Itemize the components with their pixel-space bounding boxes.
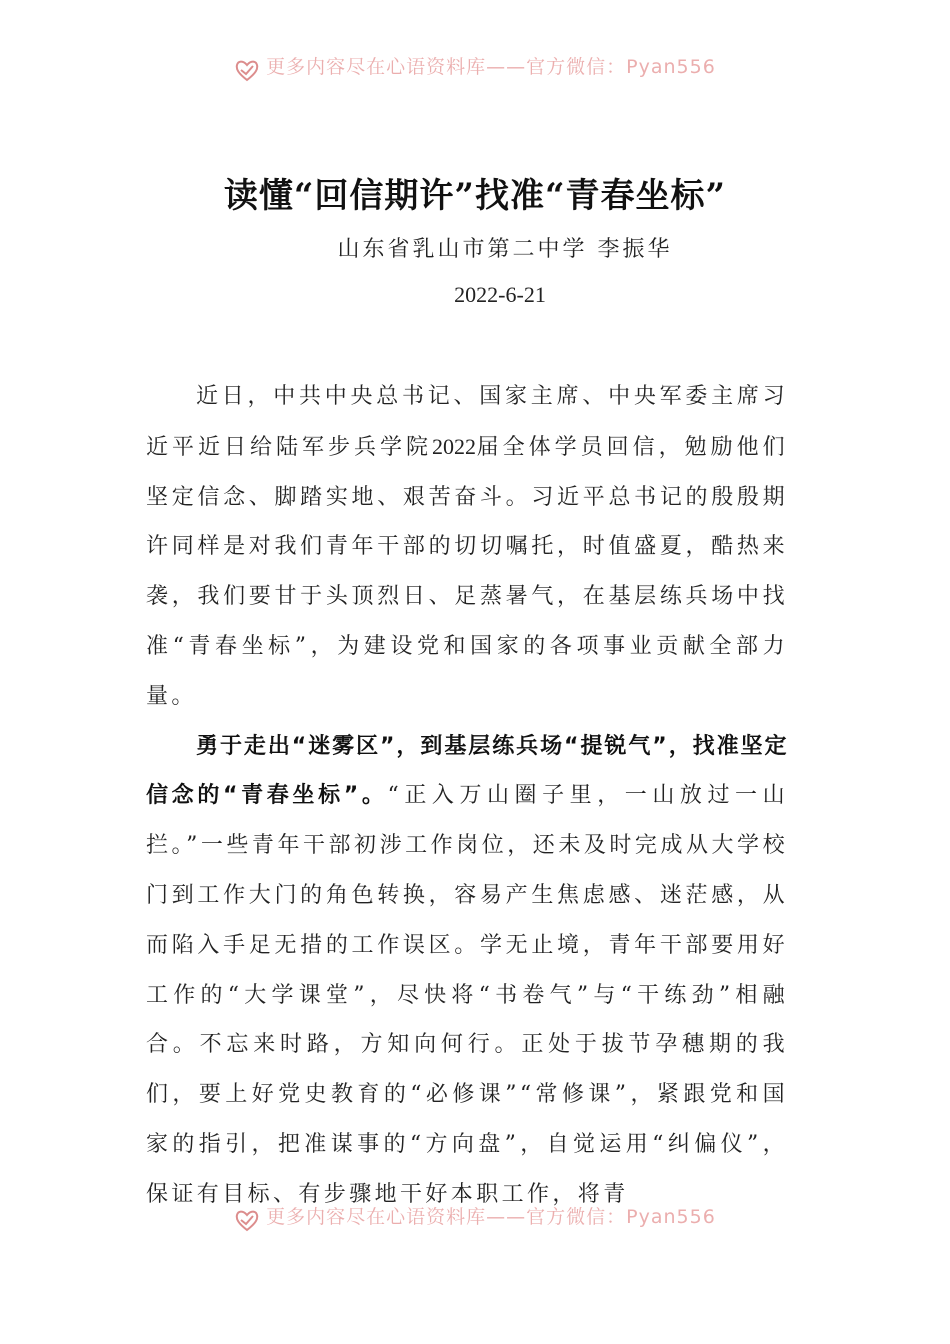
article-author: 山东省乳山市第二中学 李振华 bbox=[337, 237, 673, 262]
paragraph-2-lead: 勇于走出“迷雾区”，到基层练兵场“提锐气”，找准坚定信念的“青春坐标”。 bbox=[146, 733, 788, 809]
article-body bbox=[146, 372, 788, 1220]
watermark-top bbox=[0, 56, 950, 86]
watermark-bottom bbox=[0, 1206, 950, 1236]
paragraph-1-part-b: 届全体学员回信，勉励他们坚定信念、脚踏实地、艰苦奋斗。习近平总书记的殷殷期许同样是对我们青年干部的切切嘱托，时值盛夏，酷热来袭，我们要甘于头顶烈日、足蒸暑气，在基层练兵场中找准“青春坐标”，为建设党和国家的各项事业贡献全部力量。 bbox=[146, 434, 788, 709]
watermark-text: 更多内容尽在心语资料库——官方微信：Pyan556 bbox=[266, 1206, 716, 1228]
watermark-text: 更多内容尽在心语资料库——官方微信：Pyan556 bbox=[266, 56, 716, 78]
paragraph-2-text: “正入万山圈子里，一山放过一山拦。”一些青年干部初涉工作岗位，还未及时完成从大学校门到工作大门的角色转换，容易产生焦虑感、迷茫感，从而陷入手足无措的工作误区。学无止境，青年干部要用好工作的“大学课堂”，尽快将“书卷气”与“干练劲”相融合。不忘来时路，方知向何行。正处于拔节孕穗期的我们，要上好党史教育的“必修课”“常修课”，紧跟党和国家的指引，把准谋事的“方向盘”，自觉运用“纠偏仪”，保证有目标、有步骤地干好本职工作，将青 bbox=[146, 783, 788, 1207]
article-date: 2022-6-21 bbox=[454, 282, 546, 307]
paragraph-2 bbox=[146, 722, 788, 1220]
paragraph-1 bbox=[146, 372, 788, 722]
article-title: 读懂“回信期许”找准“青春坐标” bbox=[223, 176, 727, 216]
heart-logo-icon bbox=[234, 1208, 260, 1234]
paragraph-1-part-a: 近日，中共中央总书记、国家主席、中央军委主席习近平近日给陆军步兵学院 bbox=[146, 384, 788, 460]
paragraph-1-year: 2022 bbox=[432, 433, 476, 459]
heart-logo-icon bbox=[234, 58, 260, 84]
